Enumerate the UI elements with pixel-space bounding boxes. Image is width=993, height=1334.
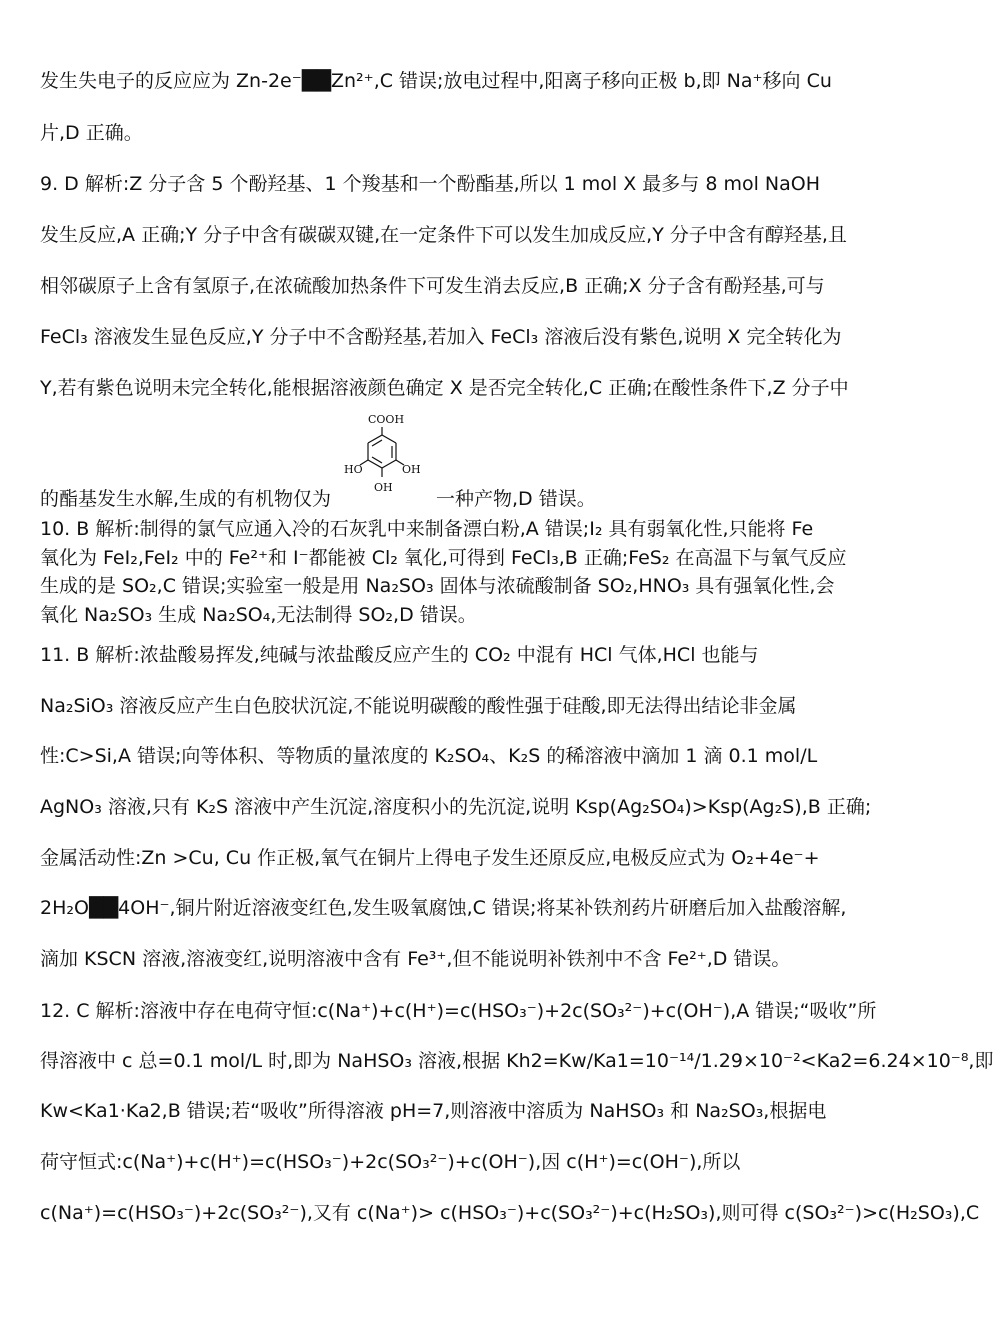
structure-label-oh-right: OH [402,463,421,476]
text-line-20: 12. C 解析:溶液中存在电荷守恒:c(Na⁺)+c(H⁺)=c(HSO₃⁻)+2c(SO₃²⁻)+c(OH⁻),A 错误;“吸收”所 [40,1000,877,1022]
text-line-1: 发生失电子的反应应为 Zn-2e⁻██Zn²⁺,C 错误;放电过程中,阳离子移向正极 b,即 Na⁺移向 Cu [40,70,832,92]
text-line-8: 的酯基发生水解,生成的有机物仅为 [40,488,332,510]
text-line-15: 性:C>Si,A 错误;向等体积、等物质的量浓度的 K₂SO₄、K₂S 的稀溶液中滴加 1 滴 0.1 mol/L [40,745,818,767]
structure-label-cooh: COOH [368,413,405,426]
text-line-17: 金属活动性:Zn >Cu, Cu 作正极,氧气在铜片上得电子发生还原反应,电极反应式为 O₂+4e⁻+ [40,847,820,869]
gallic-acid-structure [338,405,428,503]
text-line-22: Kw<Ka1·Ka2,B 错误;若“吸收”所得溶液 pH=7,则溶液中溶质为 NaHSO₃ 和 Na₂SO₃,根据电 [40,1100,827,1122]
text-after-structure: 一种产物,D 错误。 [436,488,596,510]
text-line-14: Na₂SiO₃ 溶液反应产生白色胶状沉淀,不能说明碳酸的酸性强于硅酸,即无法得出结论非金属 [40,695,797,717]
structure-label-oh-bottom: OH [374,481,393,494]
text-line-2: 片,D 正确。 [40,122,143,144]
text-line-21: 得溶液中 c 总=0.1 mol/L 时,即为 NaHSO₃ 溶液,根据 Kh2=Kw/Ka1=10⁻¹⁴/1.29×10⁻²<Ka2=6.24×10⁻⁸,即 [40,1050,993,1072]
text-line-18: 2H₂O██4OH⁻,铜片附近溶液变红色,发生吸氧腐蚀,C 错误;将某补铁剂药片研磨后加入盐酸溶解, [40,897,847,919]
text-line-13: 11. B 解析:浓盐酸易挥发,纯碱与浓盐酸反应产生的 CO₂ 中混有 HCl 气体,HCl 也能与 [40,644,759,666]
text-line-9: 10. B 解析:制得的氯气应通入冷的石灰乳中来制备漂白粉,A 错误;I₂ 具有弱氧化性,只能将 Fe [40,518,814,540]
text-line-3: 9. D 解析:Z 分子含 5 个酚羟基、1 个羧基和一个酚酯基,所以 1 mol X 最多与 8 mol NaOH [40,173,821,195]
text-line-12: 氧化 Na₂SO₃ 生成 Na₂SO₄,无法制得 SO₂,D 错误。 [40,604,477,626]
text-line-19: 滴加 KSCN 溶液,溶液变红,说明溶液中含有 Fe³⁺,但不能说明补铁剂中不含 Fe²⁺,D 错误。 [40,948,791,970]
text-line-6: FeCl₃ 溶液发生显色反应,Y 分子中不含酚羟基,若加入 FeCl₃ 溶液后没有紫色,说明 X 完全转化为 [40,326,842,348]
text-line-11: 生成的是 SO₂,C 错误;实验室一般是用 Na₂SO₃ 固体与浓硫酸制备 SO₂,HNO₃ 具有强氧化性,会 [40,575,835,597]
text-line-7: Y,若有紫色说明未完全转化,能根据溶液颜色确定 X 是否完全转化,C 正确;在酸性条件下,Z 分子中 [40,377,849,399]
text-line-23: 荷守恒式:c(Na⁺)+c(H⁺)=c(HSO₃⁻)+2c(SO₃²⁻)+c(OH⁻),因 c(H⁺)=c(OH⁻),所以 [40,1151,741,1173]
text-line-10: 氧化为 FeI₂,FeI₂ 中的 Fe²⁺和 I⁻都能被 Cl₂ 氧化,可得到 FeCl₃,B 正确;FeS₂ 在高温下与氧气反应 [40,547,847,569]
text-line-24: c(Na⁺)=c(HSO₃⁻)+2c(SO₃²⁻),又有 c(Na⁺)> c(HSO₃⁻)+c(SO₃²⁻)+c(H₂SO₃),则可得 c(SO₃²⁻)>c(H₂SO₃),C [40,1202,980,1224]
text-line-4: 发生反应,A 正确;Y 分子中含有碳碳双键,在一定条件下可以发生加成反应,Y 分子中含有醇羟基,且 [40,224,847,246]
text-line-16: AgNO₃ 溶液,只有 K₂S 溶液中产生沉淀,溶度积小的先沉淀,说明 Ksp(Ag₂SO₄)>Ksp(Ag₂S),B 正确; [40,796,872,818]
text-line-5: 相邻碳原子上含有氢原子,在浓硫酸加热条件下可发生消去反应,B 正确;X 分子含有酚羟基,可与 [40,275,825,297]
structure-label-ho: HO [344,463,363,476]
